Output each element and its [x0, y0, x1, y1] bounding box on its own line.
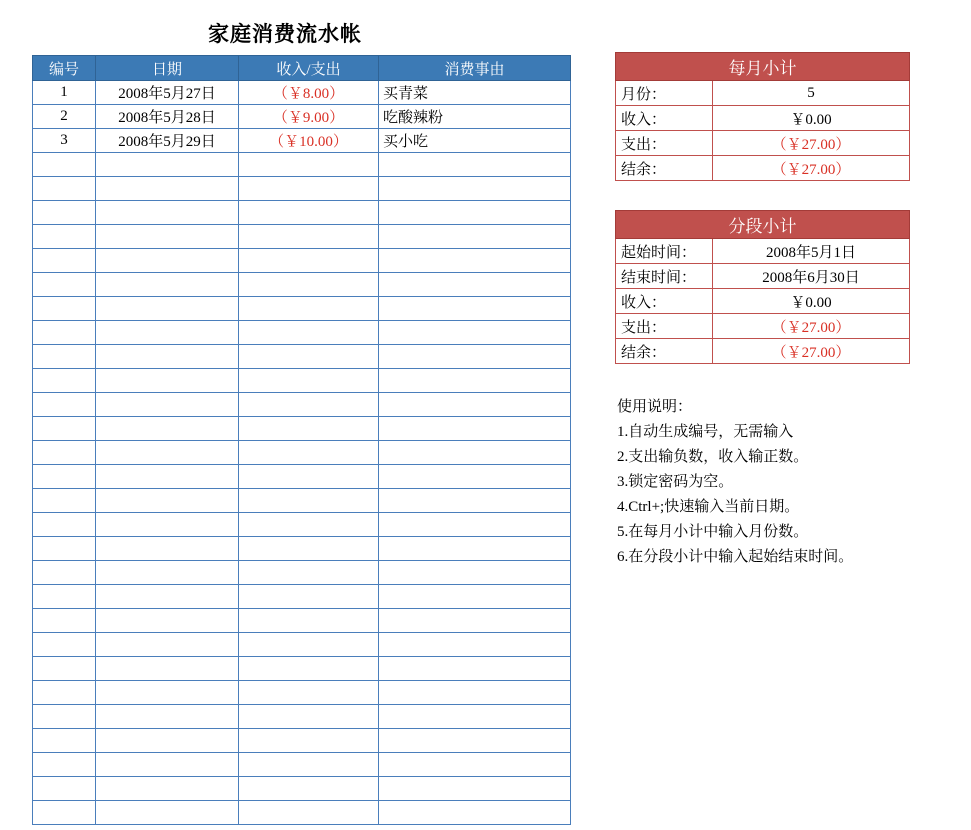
ledger-header-row [33, 56, 571, 81]
column-header-date: 日期 [96, 56, 239, 81]
table-row [33, 753, 571, 777]
instruction-line: 3.锁定密码为空。 [617, 474, 734, 490]
ledger-cell-date[interactable] [96, 729, 239, 753]
monthly-summary-label: 支出： [616, 131, 713, 156]
monthly-summary-value[interactable]: （￥27.00） [713, 131, 910, 156]
ledger-cell-reason[interactable] [379, 321, 571, 345]
monthly-summary-row [616, 106, 910, 131]
table-row [33, 81, 571, 105]
ledger-cell-date[interactable] [96, 465, 239, 489]
range-summary-title: 分段小计 [616, 211, 910, 239]
range-summary-value[interactable]: ￥0.00 [713, 289, 910, 314]
ledger-cell-date[interactable] [96, 489, 239, 513]
table-row [33, 705, 571, 729]
ledger-cell-amount[interactable] [239, 609, 379, 633]
ledger-cell-amount[interactable]: （￥10.00） [239, 129, 379, 153]
table-row [33, 465, 571, 489]
ledger-cell-amount[interactable] [239, 321, 379, 345]
table-row [33, 729, 571, 753]
range-summary-row [616, 264, 910, 289]
ledger-body [33, 81, 571, 825]
ledger-cell-date[interactable] [96, 321, 239, 345]
ledger-cell-date[interactable] [96, 801, 239, 825]
range-summary-label: 收入： [616, 289, 713, 314]
table-row [33, 657, 571, 681]
instructions-heading: 使用说明： [617, 399, 693, 415]
ledger-cell-date[interactable] [96, 633, 239, 657]
monthly-summary-row [616, 81, 910, 106]
ledger-cell-reason[interactable] [379, 393, 571, 417]
ledger-cell-amount[interactable] [239, 633, 379, 657]
ledger-cell-reason[interactable]: 吃酸辣粉 [379, 105, 571, 129]
ledger-cell-id[interactable] [33, 201, 96, 225]
ledger-cell-reason[interactable] [379, 297, 571, 321]
range-summary-row [616, 339, 910, 364]
range-summary-row [616, 289, 910, 314]
ledger-cell-date[interactable] [96, 609, 239, 633]
ledger-cell-amount[interactable] [239, 777, 379, 801]
monthly-summary-value[interactable]: ￥0.00 [713, 106, 910, 131]
ledger-cell-reason[interactable] [379, 801, 571, 825]
ledger-cell-id[interactable] [33, 153, 96, 177]
ledger-cell-amount[interactable] [239, 369, 379, 393]
ledger-cell-reason[interactable] [379, 777, 571, 801]
ledger-cell-amount[interactable] [239, 513, 379, 537]
column-header-amount: 收入/支出 [239, 56, 379, 81]
table-row [33, 273, 571, 297]
ledger-cell-date[interactable] [96, 753, 239, 777]
table-row [33, 321, 571, 345]
range-summary-label: 结束时间： [616, 264, 713, 289]
ledger-cell-reason[interactable] [379, 249, 571, 273]
ledger-cell-reason[interactable] [379, 753, 571, 777]
table-row [33, 585, 571, 609]
range-summary-label: 起始时间： [616, 239, 713, 264]
ledger-cell-date[interactable] [96, 249, 239, 273]
range-summary-value[interactable]: （￥27.00） [713, 314, 910, 339]
ledger-cell-amount[interactable] [239, 273, 379, 297]
range-summary-value[interactable]: 2008年6月30日 [713, 264, 910, 289]
ledger-cell-reason[interactable] [379, 561, 571, 585]
ledger-cell-reason[interactable] [379, 537, 571, 561]
range-summary-row [616, 239, 910, 264]
ledger-cell-id[interactable] [33, 561, 96, 585]
ledger-cell-reason[interactable] [379, 681, 571, 705]
range-summary-row [616, 314, 910, 339]
ledger-cell-id[interactable] [33, 249, 96, 273]
ledger-cell-id[interactable] [33, 321, 96, 345]
table-row [33, 681, 571, 705]
ledger-cell-date[interactable] [96, 417, 239, 441]
instructions-block [617, 395, 957, 570]
ledger-cell-id[interactable] [33, 729, 96, 753]
page-title: 家庭消费流水帐 [208, 22, 362, 46]
ledger-cell-id[interactable] [33, 225, 96, 249]
range-summary-value[interactable]: 2008年5月1日 [713, 239, 910, 264]
ledger-cell-id[interactable] [33, 585, 96, 609]
monthly-summary-title: 每月小计 [616, 53, 910, 81]
ledger-cell-amount[interactable]: （￥8.00） [239, 81, 379, 105]
ledger-cell-amount[interactable] [239, 585, 379, 609]
ledger-table [32, 55, 571, 825]
table-row [33, 633, 571, 657]
table-row [33, 777, 571, 801]
ledger-cell-amount[interactable] [239, 393, 379, 417]
instructions-lines [617, 420, 957, 570]
ledger-cell-id[interactable] [33, 753, 96, 777]
ledger-cell-date[interactable]: 2008年5月28日 [96, 105, 239, 129]
table-row [33, 129, 571, 153]
ledger-cell-date[interactable] [96, 561, 239, 585]
ledger-cell-date[interactable] [96, 225, 239, 249]
monthly-summary-label: 收入： [616, 106, 713, 131]
ledger-cell-reason[interactable] [379, 225, 571, 249]
ledger-cell-amount[interactable] [239, 249, 379, 273]
monthly-summary-body [616, 81, 910, 181]
ledger-cell-id[interactable] [33, 609, 96, 633]
table-row [33, 417, 571, 441]
ledger-cell-id[interactable] [33, 633, 96, 657]
ledger-cell-reason[interactable] [379, 345, 571, 369]
ledger-cell-date[interactable] [96, 297, 239, 321]
instruction-line: 6.在分段小计中输入起始结束时间。 [617, 549, 854, 565]
ledger-cell-reason[interactable] [379, 489, 571, 513]
ledger-cell-date[interactable] [96, 177, 239, 201]
ledger-cell-reason[interactable] [379, 441, 571, 465]
ledger-cell-date[interactable] [96, 441, 239, 465]
ledger-cell-date[interactable] [96, 513, 239, 537]
ledger-cell-reason[interactable] [379, 513, 571, 537]
ledger-cell-id[interactable] [33, 297, 96, 321]
ledger-cell-id[interactable]: 3 [33, 129, 96, 153]
ledger-cell-reason[interactable] [379, 465, 571, 489]
ledger-cell-id[interactable] [33, 417, 96, 441]
ledger-cell-amount[interactable] [239, 705, 379, 729]
table-row [33, 369, 571, 393]
table-row [33, 153, 571, 177]
monthly-summary-row [616, 156, 910, 181]
ledger-cell-reason[interactable] [379, 609, 571, 633]
range-summary-value[interactable]: （￥27.00） [713, 339, 910, 364]
ledger-cell-date[interactable] [96, 369, 239, 393]
ledger-cell-amount[interactable]: （￥9.00） [239, 105, 379, 129]
ledger-cell-amount[interactable] [239, 801, 379, 825]
table-row [33, 609, 571, 633]
ledger-cell-amount[interactable] [239, 561, 379, 585]
ledger-cell-amount[interactable] [239, 537, 379, 561]
ledger-cell-id[interactable] [33, 273, 96, 297]
table-row [33, 561, 571, 585]
ledger-cell-amount[interactable] [239, 465, 379, 489]
range-summary-header-row [616, 211, 910, 239]
ledger-cell-id[interactable] [33, 441, 96, 465]
ledger-cell-amount[interactable] [239, 225, 379, 249]
ledger-cell-id[interactable]: 2 [33, 105, 96, 129]
table-row [33, 441, 571, 465]
ledger-cell-amount[interactable] [239, 753, 379, 777]
ledger-cell-id[interactable] [33, 537, 96, 561]
ledger-cell-reason[interactable] [379, 705, 571, 729]
table-row [33, 201, 571, 225]
table-row [33, 225, 571, 249]
ledger-cell-reason[interactable] [379, 201, 571, 225]
monthly-summary-value[interactable]: 5 [713, 81, 910, 106]
ledger-cell-amount[interactable] [239, 681, 379, 705]
monthly-summary-row [616, 131, 910, 156]
ledger-cell-date[interactable] [96, 705, 239, 729]
ledger-cell-id[interactable] [33, 393, 96, 417]
ledger-cell-reason[interactable]: 买小吃 [379, 129, 571, 153]
ledger-cell-date[interactable] [96, 201, 239, 225]
range-summary-label: 支出： [616, 314, 713, 339]
ledger-cell-date[interactable] [96, 537, 239, 561]
monthly-summary-label: 月份： [616, 81, 713, 106]
ledger-cell-date[interactable] [96, 657, 239, 681]
monthly-summary-value[interactable]: （￥27.00） [713, 156, 910, 181]
ledger-cell-id[interactable] [33, 801, 96, 825]
instruction-line: 1.自动生成编号，无需输入 [617, 424, 794, 440]
ledger-cell-reason[interactable]: 买青菜 [379, 81, 571, 105]
table-row [33, 489, 571, 513]
ledger-cell-id[interactable] [33, 705, 96, 729]
table-row [33, 537, 571, 561]
ledger-cell-id[interactable] [33, 369, 96, 393]
ledger-cell-reason[interactable] [379, 153, 571, 177]
table-row [33, 249, 571, 273]
table-row [33, 345, 571, 369]
monthly-summary-header-row [616, 53, 910, 81]
column-header-reason: 消费事由 [379, 56, 571, 81]
ledger-cell-reason[interactable] [379, 369, 571, 393]
ledger-cell-date[interactable] [96, 585, 239, 609]
ledger-cell-id[interactable] [33, 465, 96, 489]
range-summary-panel [615, 210, 910, 364]
ledger-cell-id[interactable] [33, 657, 96, 681]
ledger-cell-reason[interactable] [379, 585, 571, 609]
ledger-cell-id[interactable] [33, 513, 96, 537]
ledger-cell-date[interactable]: 2008年5月29日 [96, 129, 239, 153]
ledger-cell-date[interactable] [96, 345, 239, 369]
ledger-cell-id[interactable] [33, 177, 96, 201]
ledger-cell-date[interactable] [96, 393, 239, 417]
ledger-cell-amount[interactable] [239, 729, 379, 753]
ledger-cell-amount[interactable] [239, 345, 379, 369]
ledger-cell-id[interactable] [33, 777, 96, 801]
monthly-summary-panel [615, 52, 910, 181]
ledger-cell-reason[interactable] [379, 633, 571, 657]
table-row [33, 513, 571, 537]
ledger-cell-amount[interactable] [239, 297, 379, 321]
range-summary-label: 结余： [616, 339, 713, 364]
ledger-cell-amount[interactable] [239, 153, 379, 177]
ledger-cell-amount[interactable] [239, 417, 379, 441]
table-row [33, 105, 571, 129]
ledger-cell-date[interactable] [96, 777, 239, 801]
ledger-cell-amount[interactable] [239, 657, 379, 681]
table-row [33, 177, 571, 201]
ledger-cell-reason[interactable] [379, 273, 571, 297]
monthly-summary-label: 结余： [616, 156, 713, 181]
table-row [33, 393, 571, 417]
ledger-cell-reason[interactable] [379, 729, 571, 753]
ledger-cell-reason[interactable] [379, 657, 571, 681]
ledger-cell-date[interactable] [96, 273, 239, 297]
ledger-cell-id[interactable]: 1 [33, 81, 96, 105]
ledger-cell-reason[interactable] [379, 177, 571, 201]
ledger-cell-date[interactable] [96, 153, 239, 177]
ledger-cell-amount[interactable] [239, 177, 379, 201]
instruction-line: 5.在每月小计中输入月份数。 [617, 524, 809, 540]
ledger-cell-amount[interactable] [239, 441, 379, 465]
table-row [33, 297, 571, 321]
table-row [33, 801, 571, 825]
ledger-cell-amount[interactable] [239, 201, 379, 225]
ledger-cell-date[interactable] [96, 681, 239, 705]
ledger-cell-id[interactable] [33, 489, 96, 513]
instruction-line: 4.Ctrl+;快速输入当前日期。 [617, 499, 800, 515]
instruction-line: 2.支出输负数，收入输正数。 [617, 449, 809, 465]
ledger-cell-date[interactable]: 2008年5月27日 [96, 81, 239, 105]
column-header-id: 编号 [33, 56, 96, 81]
ledger-cell-amount[interactable] [239, 489, 379, 513]
ledger-cell-reason[interactable] [379, 417, 571, 441]
ledger-cell-id[interactable] [33, 345, 96, 369]
range-summary-body [616, 239, 910, 364]
ledger-cell-id[interactable] [33, 681, 96, 705]
